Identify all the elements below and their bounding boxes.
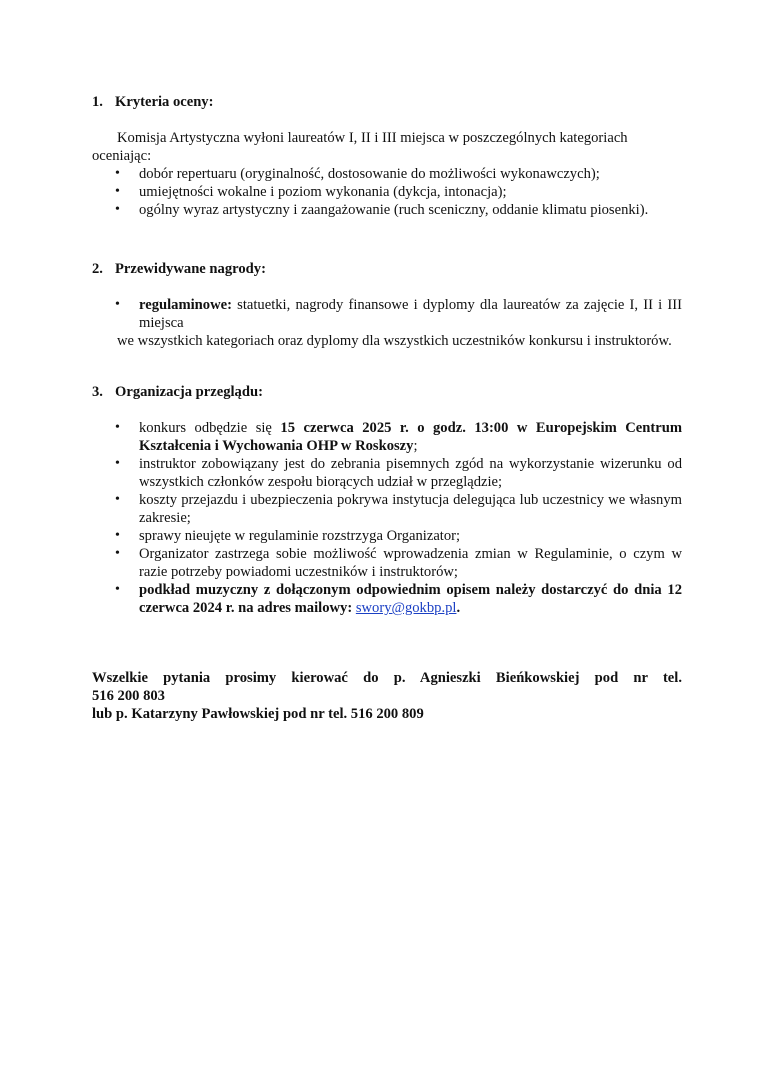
contact-line: lub p. Katarzyny Pawłowskiej pod nr tel. 516 200 809 <box>92 706 424 722</box>
section-title: Organizacja przeglądu: <box>115 384 263 400</box>
section-number: 2. <box>92 261 103 277</box>
organization-list <box>92 419 682 617</box>
section-heading <box>92 93 682 111</box>
email-link[interactable]: swory@gokbp.pl <box>355 600 457 616</box>
prizes-list <box>92 296 682 332</box>
punctuation: ; <box>413 438 418 454</box>
criteria-intro: Komisja Artystyczna wyłoni laureatów I, II i III miejsca w poszczególnych kategoriach oceniając: <box>92 130 628 164</box>
section-heading <box>92 383 682 401</box>
section-prizes <box>92 260 682 350</box>
section-heading <box>92 260 682 278</box>
section-number: 3. <box>92 384 103 400</box>
section-title: Przewidywane nagrody: <box>115 261 266 277</box>
list-item: • Organizator zastrzega sobie możliwość wprowadzenia zmian w Regulaminie, o czym w razie potrzeby powiadomi uczestników i instruktorów; <box>92 545 682 581</box>
prize-type: regulaminowe: <box>139 297 232 313</box>
list-item: • instruktor zobowiązany jest do zebrania pisemnych zgód na wykorzystanie wizerunku od wszystkich członków zespołu biorących udział w przeglądzie; <box>92 455 682 491</box>
section-number: 1. <box>92 94 103 110</box>
section-organization <box>92 383 682 617</box>
section-criteria <box>92 93 682 219</box>
list-item: • ogólny wyraz artystyczny i zaangażowanie (ruch sceniczny, oddanie klimatu piosenki). <box>92 201 682 219</box>
event-intro: konkurs odbędzie się <box>139 420 281 436</box>
list-item: • dobór repertuaru (oryginalność, dostosowanie do możliwości wykonawczych); <box>92 165 682 183</box>
list-item <box>92 581 682 617</box>
event-date-place: 15 czerwca 2025 r. o godz. 13:00 w Europejskim Centrum Kształcenia i Wychowania OHP w Roskoszy <box>139 420 682 454</box>
section-title: Kryteria oceny: <box>115 94 214 110</box>
list-item: • sprawy nieujęte w regulaminie rozstrzyga Organizator; <box>92 527 682 545</box>
contact-phone: 516 200 803 <box>92 688 165 704</box>
list-item: • koszty przejazdu i ubezpieczenia pokrywa instytucja delegująca lub uczestnicy we własnym zakresie; <box>92 491 682 527</box>
music-deadline: podkład muzyczny z dołączonym odpowiednim opisem należy dostarczyć do dnia 12 czerwca 2024 r. na adres mailowy: <box>139 582 682 616</box>
prize-description: statuetki, nagrody finansowe i dyplomy dla laureatów za zajęcie I, II i III miejsca <box>139 297 682 331</box>
criteria-list <box>92 165 682 219</box>
list-item <box>92 296 682 332</box>
contact-line: Wszelkie pytania prosimy kierować do p. Agnieszki Bieńkowskiej pod nr tel. <box>92 670 682 686</box>
contact-info <box>92 669 682 723</box>
prizes-continuation: we wszystkich kategoriach oraz dyplomy dla wszystkich uczestników konkursu i instruktorów. <box>117 333 672 349</box>
list-item: • umiejętności wokalne i poziom wykonania (dykcja, intonacja); <box>92 183 682 201</box>
list-item <box>92 419 682 455</box>
punctuation: . <box>456 600 461 616</box>
